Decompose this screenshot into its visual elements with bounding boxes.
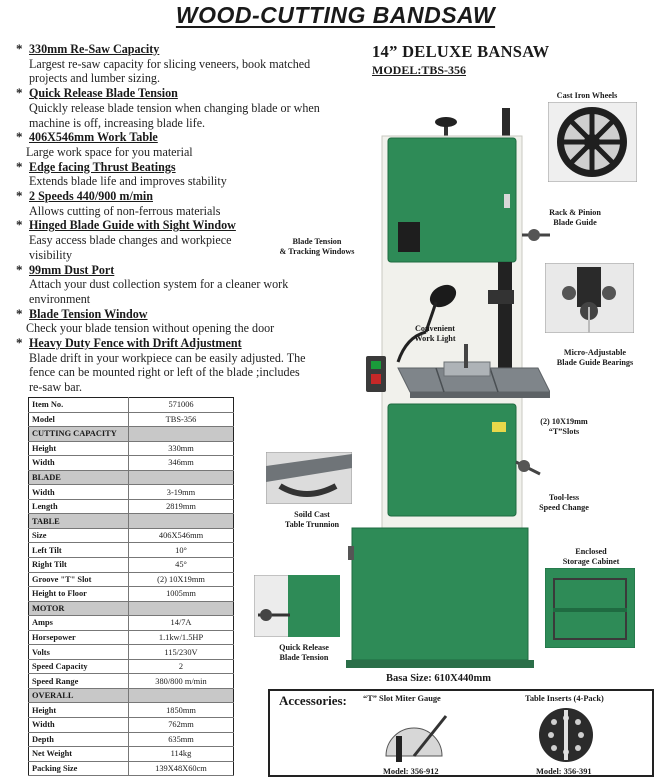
callout-line: Work Light xyxy=(414,334,456,343)
spec-value: 115/230V xyxy=(129,645,234,660)
product-model: MODEL:TBS-356 xyxy=(372,63,467,77)
feature-desc: Quickly release blade tension when changing blade or when xyxy=(29,100,320,115)
callout-guide-bearings xyxy=(540,348,650,368)
spec-section-label: TABLE xyxy=(29,514,129,529)
spec-value: 14/7A xyxy=(129,616,234,631)
callout-line: Blade Tension xyxy=(279,653,329,662)
spec-label: Right Tilt xyxy=(29,558,129,573)
spec-value: 114kg xyxy=(129,747,234,762)
spec-label: Horsepower xyxy=(29,630,129,645)
bullet-star: * xyxy=(16,158,23,174)
callout-line: & Tracking Windows xyxy=(279,247,355,256)
spec-value: 1005mm xyxy=(129,587,234,602)
callout-trunnion xyxy=(272,510,352,530)
spec-row xyxy=(29,528,234,543)
feature-item xyxy=(16,86,351,130)
callout-line: Blade Tension xyxy=(292,237,342,246)
feature-heading: Quick Release Blade Tension xyxy=(29,86,178,101)
feature-list xyxy=(16,42,351,395)
bullet-star: * xyxy=(16,335,23,351)
spec-value: TBS-356 xyxy=(129,412,234,427)
spec-label: Height xyxy=(29,703,129,718)
spec-label: Width xyxy=(29,718,129,733)
spec-row xyxy=(29,572,234,587)
spec-section-row xyxy=(29,470,234,485)
spec-label: Model xyxy=(29,412,129,427)
spec-value: (2) 10X19mm xyxy=(129,572,234,587)
spec-row xyxy=(29,761,234,776)
feature-item xyxy=(16,42,351,86)
spec-label: Height to Floor xyxy=(29,587,129,602)
bullet-star: * xyxy=(16,41,23,56)
bullet-star: * xyxy=(16,261,23,277)
accessories-title: Accessories: xyxy=(279,693,347,708)
spec-label: Left Tilt xyxy=(29,543,129,558)
spec-row xyxy=(29,543,234,558)
spec-label: Speed Range xyxy=(29,674,129,689)
feature-desc: Easy access blade changes and workpiece xyxy=(29,233,232,248)
callout-line: Micro-Adjustable xyxy=(563,348,627,357)
callout-line: Rack & Pinion xyxy=(549,208,601,217)
spec-value: 10° xyxy=(129,543,234,558)
feature-heading: Edge facing Thrust Beatings xyxy=(29,159,176,174)
bullet-star: * xyxy=(16,129,23,145)
callout-rack-pinion xyxy=(540,208,610,228)
bullet-star: * xyxy=(16,85,23,101)
spec-value: 2819mm xyxy=(129,499,234,514)
callout-line: Blade Guide Bearings xyxy=(556,358,634,367)
spec-label: Length xyxy=(29,499,129,514)
spec-value xyxy=(129,688,234,703)
feature-heading: 406X546mm Work Table xyxy=(29,130,158,145)
spec-value xyxy=(129,470,234,485)
spec-section-row xyxy=(29,601,234,616)
spec-value: 45° xyxy=(129,558,234,573)
spec-row xyxy=(29,674,234,689)
spec-value xyxy=(129,601,234,616)
callout-line: Enclosed xyxy=(575,547,607,556)
spec-row xyxy=(29,630,234,645)
feature-item xyxy=(16,160,351,189)
callout-line: Tool-less xyxy=(548,493,580,502)
spec-label: Width xyxy=(29,456,129,471)
table-inserts-label: Table Inserts (4-Pack) xyxy=(525,694,604,703)
feature-heading: 2 Speeds 440/900 m/min xyxy=(29,189,153,204)
base-size: Basa Size: 610X440mm xyxy=(386,673,491,684)
bullet-star: * xyxy=(16,305,23,321)
spec-section-label: OVERALL xyxy=(29,688,129,703)
spec-row xyxy=(29,747,234,762)
feature-desc: projects and lumber sizing. xyxy=(29,71,160,86)
feature-item xyxy=(16,336,351,395)
bandsaw-illustration xyxy=(340,100,550,682)
feature-heading: 99mm Dust Port xyxy=(29,262,115,277)
spec-label: Width xyxy=(29,485,129,500)
feature-desc: Blade drift in your workpiece can be easily adjusted. The xyxy=(29,350,306,365)
spec-value xyxy=(129,514,234,529)
feature-item xyxy=(16,189,351,218)
bullet-star: * xyxy=(16,188,23,204)
bullet-star: * xyxy=(16,217,23,233)
callout-line: Table Trunnion xyxy=(284,520,340,529)
feature-desc: machine is off, increasing blade life. xyxy=(29,115,206,130)
miter-gauge-model: Model: 356-912 xyxy=(383,767,439,776)
feature-desc: Check your blade tension without opening the door xyxy=(26,321,275,336)
spec-section-row xyxy=(29,427,234,442)
spec-value: 1850mm xyxy=(129,703,234,718)
spec-value: 571006 xyxy=(129,398,234,413)
cast-iron-wheel-photo xyxy=(548,102,637,182)
spec-value: 762mm xyxy=(129,718,234,733)
spec-label: Size xyxy=(29,528,129,543)
table-trunnion-photo xyxy=(266,452,352,504)
spec-row xyxy=(29,616,234,631)
spec-value: 380/800 m/min xyxy=(129,674,234,689)
callout-cast-iron-wheels: Cast Iron Wheels xyxy=(556,91,618,100)
callout-line: Quick Release xyxy=(279,643,329,652)
spec-label: Speed Capacity xyxy=(29,659,129,674)
miter-gauge-label: “T” Slot Miter Gauge xyxy=(363,694,441,703)
spec-section-label: BLADE xyxy=(29,470,129,485)
callout-line: “T”Slots xyxy=(548,427,580,436)
spec-value: 2 xyxy=(129,659,234,674)
spec-row xyxy=(29,441,234,456)
spec-label: Groove "T" Slot xyxy=(29,572,129,587)
feature-heading: Heavy Duty Fence with Drift Adjustment xyxy=(29,336,242,351)
feature-item xyxy=(16,263,351,307)
feature-desc: Attach your dust collection system for a cleaner work xyxy=(29,277,289,292)
spec-section-label: MOTOR xyxy=(29,601,129,616)
spec-row xyxy=(29,703,234,718)
feature-heading: Blade Tension Window xyxy=(29,306,148,321)
spec-row xyxy=(29,499,234,514)
callout-speed-change xyxy=(528,493,600,513)
callout-line: Blade Guide xyxy=(553,218,597,227)
quick-release-photo xyxy=(254,575,340,637)
feature-heading: 330mm Re-Saw Capacity xyxy=(29,42,160,56)
feature-desc: Extends blade life and improves stability xyxy=(29,174,227,189)
spec-row xyxy=(29,587,234,602)
spec-value: 139X48X60cm xyxy=(129,761,234,776)
feature-desc: fence can be mounted right or left of the blade ;includes xyxy=(29,365,300,380)
feature-item xyxy=(16,307,351,336)
blade-guide-bearings-photo xyxy=(545,263,634,333)
callout-line: Storage Cabinet xyxy=(562,557,620,566)
spec-section-label: CUTTING CAPACITY xyxy=(29,427,129,442)
spec-label: Amps xyxy=(29,616,129,631)
feature-desc: visibility xyxy=(29,247,73,262)
spec-label: Height xyxy=(29,441,129,456)
spec-value: 330mm xyxy=(129,441,234,456)
callout-line: Soild Cast xyxy=(294,510,330,519)
callout-line: Speed Change xyxy=(539,503,589,512)
spec-row xyxy=(29,558,234,573)
callout-work-light xyxy=(405,324,465,344)
spec-label: Item No. xyxy=(29,398,129,413)
spec-row xyxy=(29,398,234,413)
spec-row xyxy=(29,412,234,427)
callout-line: (2) 10X19mm xyxy=(540,417,588,426)
spec-label: Volts xyxy=(29,645,129,660)
callout-t-slots xyxy=(530,417,598,437)
feature-desc: Largest re-saw capacity for slicing veneers, book matched xyxy=(29,56,311,71)
spec-table xyxy=(28,397,234,776)
spec-row xyxy=(29,659,234,674)
spec-section-row xyxy=(29,514,234,529)
feature-desc: Large work space for you material xyxy=(26,144,193,159)
table-insert-icon xyxy=(537,706,595,764)
page-title: WOOD-CUTTING BANDSAW xyxy=(175,2,496,28)
feature-desc: re-saw bar. xyxy=(29,380,83,395)
spec-row xyxy=(29,718,234,733)
table-inserts-model: Model: 356-391 xyxy=(536,767,592,776)
spec-row xyxy=(29,645,234,660)
callout-cabinet xyxy=(548,547,634,567)
spec-section-row xyxy=(29,688,234,703)
spec-value: 635mm xyxy=(129,732,234,747)
spec-row xyxy=(29,456,234,471)
spec-label: Packing Size xyxy=(29,761,129,776)
spec-row xyxy=(29,732,234,747)
spec-value: 346mm xyxy=(129,456,234,471)
callout-blade-tension-windows xyxy=(272,237,362,257)
spec-label: Net Weight xyxy=(29,747,129,762)
feature-desc: environment xyxy=(29,291,91,306)
feature-item xyxy=(16,130,351,159)
spec-row xyxy=(29,485,234,500)
feature-heading: Hinged Blade Guide with Sight Window xyxy=(29,218,236,233)
feature-desc: Allows cutting of non-ferrous materials xyxy=(29,203,221,218)
spec-value: 1.1kw/1.5HP xyxy=(129,630,234,645)
spec-value: 406X546mm xyxy=(129,528,234,543)
callout-line: Convenient xyxy=(414,324,456,333)
spec-value xyxy=(129,427,234,442)
product-title: 14” DELUXE BANSAW xyxy=(372,42,550,61)
miter-gauge-icon xyxy=(378,708,450,764)
spec-value: 3-19mm xyxy=(129,485,234,500)
storage-cabinet-photo xyxy=(545,568,635,648)
spec-label: Depth xyxy=(29,732,129,747)
callout-quick-release xyxy=(268,643,340,663)
